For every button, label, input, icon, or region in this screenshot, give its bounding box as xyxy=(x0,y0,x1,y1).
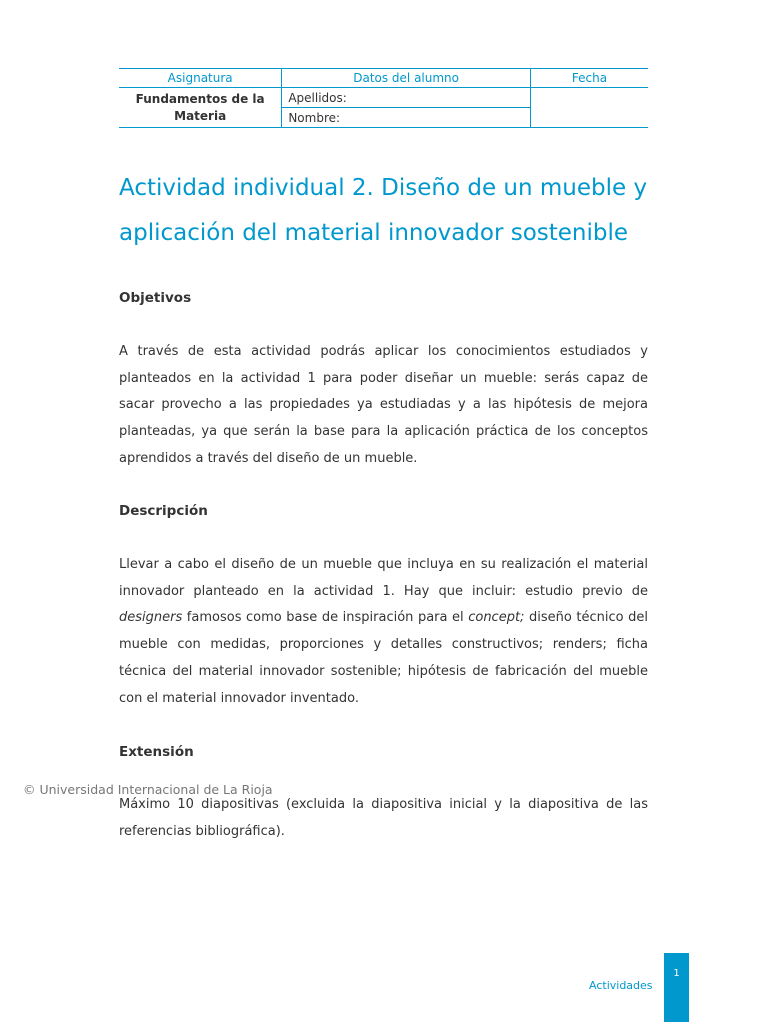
description-italic-designers: designers xyxy=(119,610,183,626)
description-text-part: Llevar a cabo el diseño de un mueble que incluya en su realización el material innovador planteado en la actividad 1. Hay que incluir: estudio previo de xyxy=(119,557,648,599)
header-subject-column: Asignatura xyxy=(119,69,282,88)
description-text-part: diseño técnico del mueble con medidas, proporciones y detalles constructivos; renders; ficha técnica del material innovador sostenible; hipótesis de fabricación del mueble con el material innovador inventado. xyxy=(119,610,648,706)
description-paragraph xyxy=(119,552,648,712)
page-number-tab xyxy=(664,953,689,1022)
objectives-paragraph: A través de esta actividad podrás aplicar los conocimientos estudiados y planteados en la actividad 1 para poder diseñar un mueble: serás capaz de sacar provecho a las propiedades ya estudiadas y a las hipótesis de mejora planteadas, ya que serán la base para la aplicación práctica de los conceptos aprendidos a través del diseño de un mueble. xyxy=(119,344,648,466)
description-heading: Descripción xyxy=(119,503,208,519)
header-table-head-row xyxy=(119,69,648,88)
objectives-heading: Objetivos xyxy=(119,290,192,306)
description-text-part: famosos como base de inspiración para el xyxy=(182,610,469,626)
surname-field: Apellidos: xyxy=(282,88,531,108)
header-student-column: Datos del alumno xyxy=(282,69,531,88)
copyright-notice: © Universidad Internacional de La Rioja xyxy=(23,782,273,797)
header-date-column: Fecha xyxy=(530,69,648,88)
page-number: 1 xyxy=(673,968,680,979)
header-table-row xyxy=(119,88,648,108)
date-field xyxy=(530,88,648,128)
extension-heading: Extensión xyxy=(119,744,194,760)
subject-name: Fundamentos de la Materia xyxy=(119,88,282,128)
footer-section-label: Actividades xyxy=(589,979,653,992)
description-italic-concept: concept; xyxy=(468,610,525,626)
extension-paragraph: Máximo 10 diapositivas (excluida la diapositiva inicial y la diapositiva de las referencias bibliográfica). xyxy=(119,797,648,839)
activity-title: Actividad individual 2. Diseño de un mueble y aplicación del material innovador sostenible xyxy=(119,175,648,246)
header-table xyxy=(119,68,648,128)
name-field: Nombre: xyxy=(282,108,531,128)
